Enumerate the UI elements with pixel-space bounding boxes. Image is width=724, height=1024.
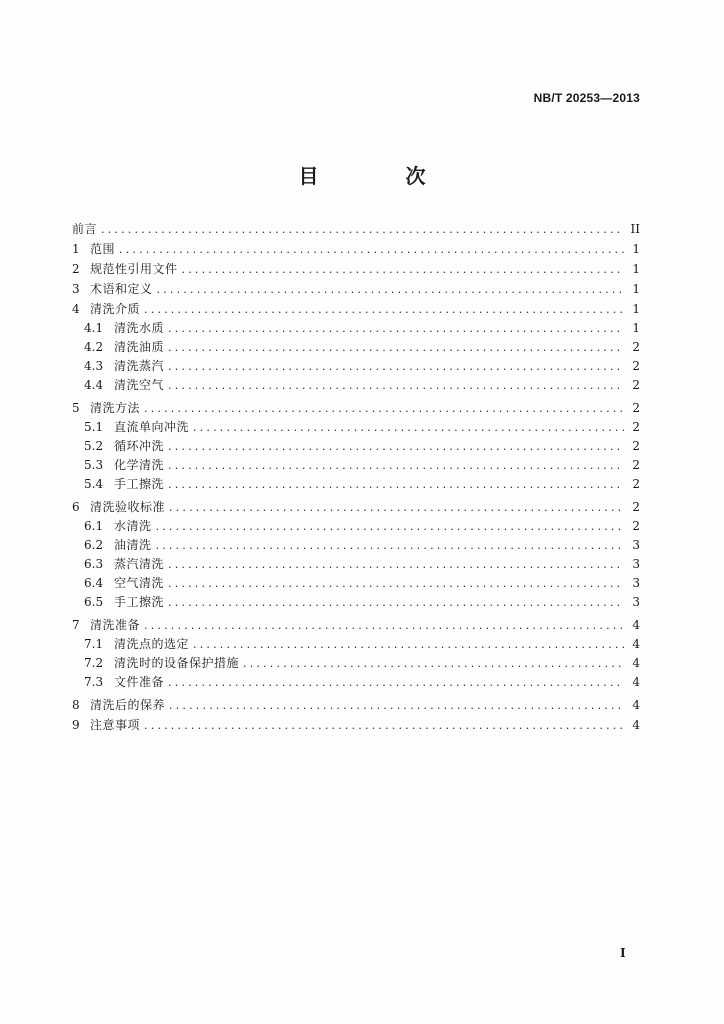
toc-entry-page: 4 [632,637,640,651]
toc-entry[interactable] [72,239,640,259]
toc-entry-number: 5 [72,401,80,415]
toc-entry-title: 清洗准备 [90,618,141,632]
toc-entry-number: 6.5 [84,595,104,609]
dot-leader [168,357,624,376]
dot-leader [168,376,624,395]
toc-entry-title: 手工擦洗 [114,477,165,491]
dot-leader [168,319,624,338]
dot-leader [182,260,624,280]
dot-leader [193,635,624,654]
dot-leader [168,574,624,593]
toc-entry[interactable] [72,695,640,715]
toc-entry-number: 4.3 [84,359,104,373]
toc-entry[interactable] [72,615,640,635]
toc-entry-number: 4.4 [84,378,104,392]
toc-entry-title: 前言 [72,222,98,236]
page-number: I [620,946,626,960]
toc-entry-title: 直流单向冲洗 [114,420,190,434]
dot-leader [169,696,624,716]
dot-leader [144,716,624,736]
toc-entry-number: 2 [72,262,80,276]
toc-entry-page: 2 [632,477,640,491]
toc-entry-number: 6.3 [84,557,104,571]
toc-entry-title: 文件准备 [114,675,165,689]
toc-subentry[interactable] [72,338,640,357]
dot-leader [169,498,624,518]
toc-entry-title: 循环冲洗 [114,439,165,453]
dot-leader [168,456,624,475]
toc-entry-number: 7.2 [84,656,104,670]
toc-entry-title: 水清洗 [114,519,152,533]
dot-leader [144,616,624,636]
toc-entry-number: 3 [72,282,80,296]
toc-entry-title: 清洗时的设备保护措施 [114,656,240,670]
dot-leader [156,536,624,555]
toc-entry-number: 9 [72,718,80,732]
toc-entry[interactable] [72,279,640,299]
dot-leader [168,475,624,494]
toc-entry-title: 清洗空气 [114,378,165,392]
toc-entry-title: 手工擦洗 [114,595,165,609]
toc-entry-number: 5.2 [84,439,104,453]
dot-leader [168,673,624,692]
toc-entry-page: 4 [632,675,640,689]
toc-entry-number: 6.1 [84,519,104,533]
toc-entry-title: 清洗油质 [114,340,165,354]
toc-entry-page: 4 [632,618,640,632]
toc-entry-number: 5.1 [84,420,104,434]
toc-entry-title: 注意事项 [90,718,141,732]
dot-leader [144,300,624,320]
toc-subentry[interactable] [72,593,640,612]
toc-entry-number: 7.1 [84,637,104,651]
toc-subentry[interactable] [72,376,640,395]
dot-leader [101,220,624,240]
toc-subentry[interactable] [72,319,640,338]
toc-entry-number: 6.2 [84,538,104,552]
dot-leader [157,280,624,300]
toc-entry[interactable] [72,715,640,735]
toc-subentry[interactable] [72,517,640,536]
toc-entry-page: 4 [632,718,640,732]
toc-entry[interactable] [72,398,640,418]
toc-entry-page: 1 [632,282,640,296]
toc-entry-page: 3 [632,595,640,609]
toc-entry[interactable] [72,299,640,319]
toc-entry-page: 2 [632,519,640,533]
toc-entry-title: 清洗方法 [90,401,141,415]
toc-entry-title: 清洗水质 [114,321,165,335]
toc-entry-number: 8 [72,698,80,712]
toc-entry-page: 2 [632,378,640,392]
toc-entry-title: 术语和定义 [90,282,153,296]
toc-entry-page: 4 [632,656,640,670]
toc-entry-page: 2 [632,458,640,472]
toc-subentry[interactable] [72,418,640,437]
toc-entry-number: 1 [72,242,80,256]
dot-leader [168,555,624,574]
toc-subentry[interactable] [72,555,640,574]
toc-subentry[interactable] [72,635,640,654]
dot-leader [156,517,624,536]
toc-entry-title: 清洗后的保养 [90,698,166,712]
dot-leader [144,399,624,419]
toc-entry-title: 化学清洗 [114,458,165,472]
dot-leader [193,418,624,437]
toc-entry-page: 1 [632,302,640,316]
toc-entry-title: 蒸汽清洗 [114,557,165,571]
toc-entry-title: 清洗介质 [90,302,141,316]
toc-entry-number: 7.3 [84,675,104,689]
toc-entry-page: 4 [632,698,640,712]
toc-entry-page: 1 [632,262,640,276]
dot-leader [119,240,624,260]
toc-entry-number: 5.4 [84,477,104,491]
toc-subentry[interactable] [72,475,640,494]
toc-subentry[interactable] [72,437,640,456]
toc-subentry[interactable] [72,654,640,673]
toc-entry-title: 清洗点的选定 [114,637,190,651]
toc-entry-page: 2 [632,359,640,373]
toc-entry-title: 油清洗 [114,538,152,552]
toc-entry[interactable] [72,497,640,517]
toc-title: 目 次 [298,164,466,188]
toc-entry-title: 清洗蒸汽 [114,359,165,373]
toc-subentry[interactable] [72,536,640,555]
toc-entry-page: 2 [632,401,640,415]
toc-entry-title: 清洗验收标准 [90,500,166,514]
toc-entry-number: 4.1 [84,321,104,335]
toc-entry-number: 5.3 [84,458,104,472]
toc-subentry[interactable] [72,456,640,475]
toc-entry-number: 6 [72,500,80,514]
toc-entry[interactable] [72,259,640,279]
toc-entry-page: 3 [632,576,640,590]
dot-leader [168,437,624,456]
toc-entry[interactable] [72,219,640,239]
toc-entry-number: 6.4 [84,576,104,590]
toc-entry-title: 范围 [90,242,116,256]
dot-leader [168,593,624,612]
toc-entry-page: 2 [632,420,640,434]
toc-entry-page: 2 [632,500,640,514]
dot-leader [168,338,624,357]
toc-entry-page: 1 [632,242,640,256]
toc-subentry[interactable] [72,357,640,376]
toc-entry-page: 1 [632,321,640,335]
table-of-contents [72,219,640,735]
toc-entry-title: 空气清洗 [114,576,165,590]
toc-subentry[interactable] [72,673,640,692]
toc-entry-title: 规范性引用文件 [90,262,178,276]
standard-code: NB/T 20253—2013 [533,91,640,105]
dot-leader [243,654,624,673]
toc-entry-number: 7 [72,618,80,632]
toc-entry-page: 2 [632,439,640,453]
toc-entry-page: 2 [632,340,640,354]
toc-entry-number: 4 [72,302,80,316]
toc-entry-number: 4.2 [84,340,104,354]
toc-entry-page: 3 [632,538,640,552]
toc-entry-page: II [630,222,640,236]
toc-entry-page: 3 [632,557,640,571]
toc-subentry[interactable] [72,574,640,593]
